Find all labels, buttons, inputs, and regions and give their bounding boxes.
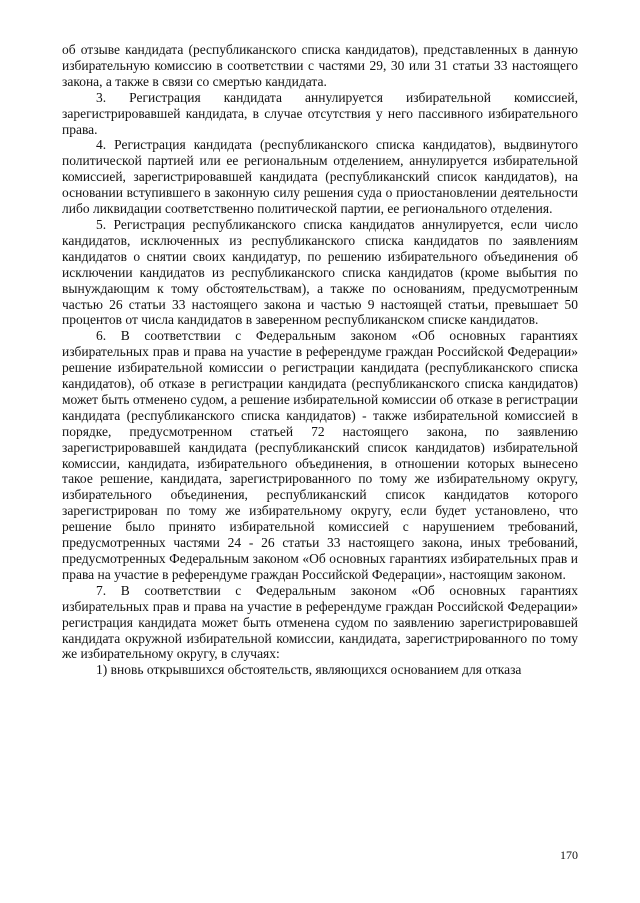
paragraph-item-6: 6. В соответствии с Федеральным законом «Об основных гарантиях избирательных прав и права на участие в референдуме граждан Российской Федерации» решение избирательной комиссии о регистрации кандидата (республиканского списка кандидатов), об отказе в регистрации кандидата (республиканского списка кандидатов) может быть отменено судом, а решение избирательной комиссии об отказе в регистрации кандидата (республиканского списка кандидатов) - также избирательной комиссией в порядке, предусмотренном статьей 72 настоящего закона, по заявлению зарегистрировавшей кандидата (республиканский список кандидатов) избирательной комиссии, кандидата, избирательного объединения, в отношении которых вынесено такое решение, кандидата, зарегистрированного по тому же избирательному округу, избирательного объединения, республиканский список кандидатов которого зарегистрирован по тому же избирательному округу, если будет установлено, что решение было принято избирательной комиссией с нарушением требований, предусмотренных частями 24 - 26 статьи 33 настоящего закона, иных требований, предусмотренных Федеральным законом «Об основных гарантиях избирательных прав и права на участие в референдуме граждан Российской Федерации», настоящим законом. bbox=[62, 328, 578, 582]
page-number: 170 bbox=[560, 848, 578, 862]
paragraph-item-5: 5. Регистрация республиканского списка кандидатов аннулируется, если число кандидатов, исключенных из республиканского списка кандидатов по заявлениям кандидатов о снятии своих кандидатур, по решению избирательного объединения об исключении кандидатов из республиканского списка кандидатов (кроме выбытия по вынуждающим к тому обстоятельствам), а также по основаниям, предусмотренным частью 26 статьи 33 настоящего закона и частью 9 настоящей статьи, превышает 50 процентов от числа кандидатов в заверенном республиканском списке кандидатов. bbox=[62, 216, 578, 328]
paragraph-item-4: 4. Регистрация кандидата (республиканского списка кандидатов), выдвинутого политической партией или ее региональным отделением, аннулируется избирательной комиссией, зарегистрировавшей кандидата (республиканский список кандидатов), на основании вступившего в законную силу решения суда о приостановлении деятельности либо ликвидации соответственно политической партии, ее регионального отделения. bbox=[62, 137, 578, 217]
paragraph-continuation: об отзыве кандидата (республиканского списка кандидатов), представленных в данную избирательную комиссию в соответствии с частями 29, 30 или 31 статьи 33 настоящего закона, а также в связи со смертью кандидата. bbox=[62, 42, 578, 89]
document-body bbox=[62, 42, 578, 678]
paragraph-subitem-1: 1) вновь открывшихся обстоятельств, являющихся основанием для отказа bbox=[96, 662, 522, 678]
paragraph-item-3: 3. Регистрация кандидата аннулируется избирательной комиссией, зарегистрировавшей кандидата, в случае отсутствия у него пассивного избирательного права. bbox=[62, 89, 578, 137]
paragraph-item-7: 7. В соответствии с Федеральным законом «Об основных гарантиях избирательных прав и права на участие в референдуме граждан Российской Федерации» регистрация кандидата может быть отменена судом по заявлению зарегистрировавшей кандидата окружной избирательной комиссии, кандидата, зарегистрированного по тому же избирательному округу, в случаях: bbox=[62, 582, 578, 662]
